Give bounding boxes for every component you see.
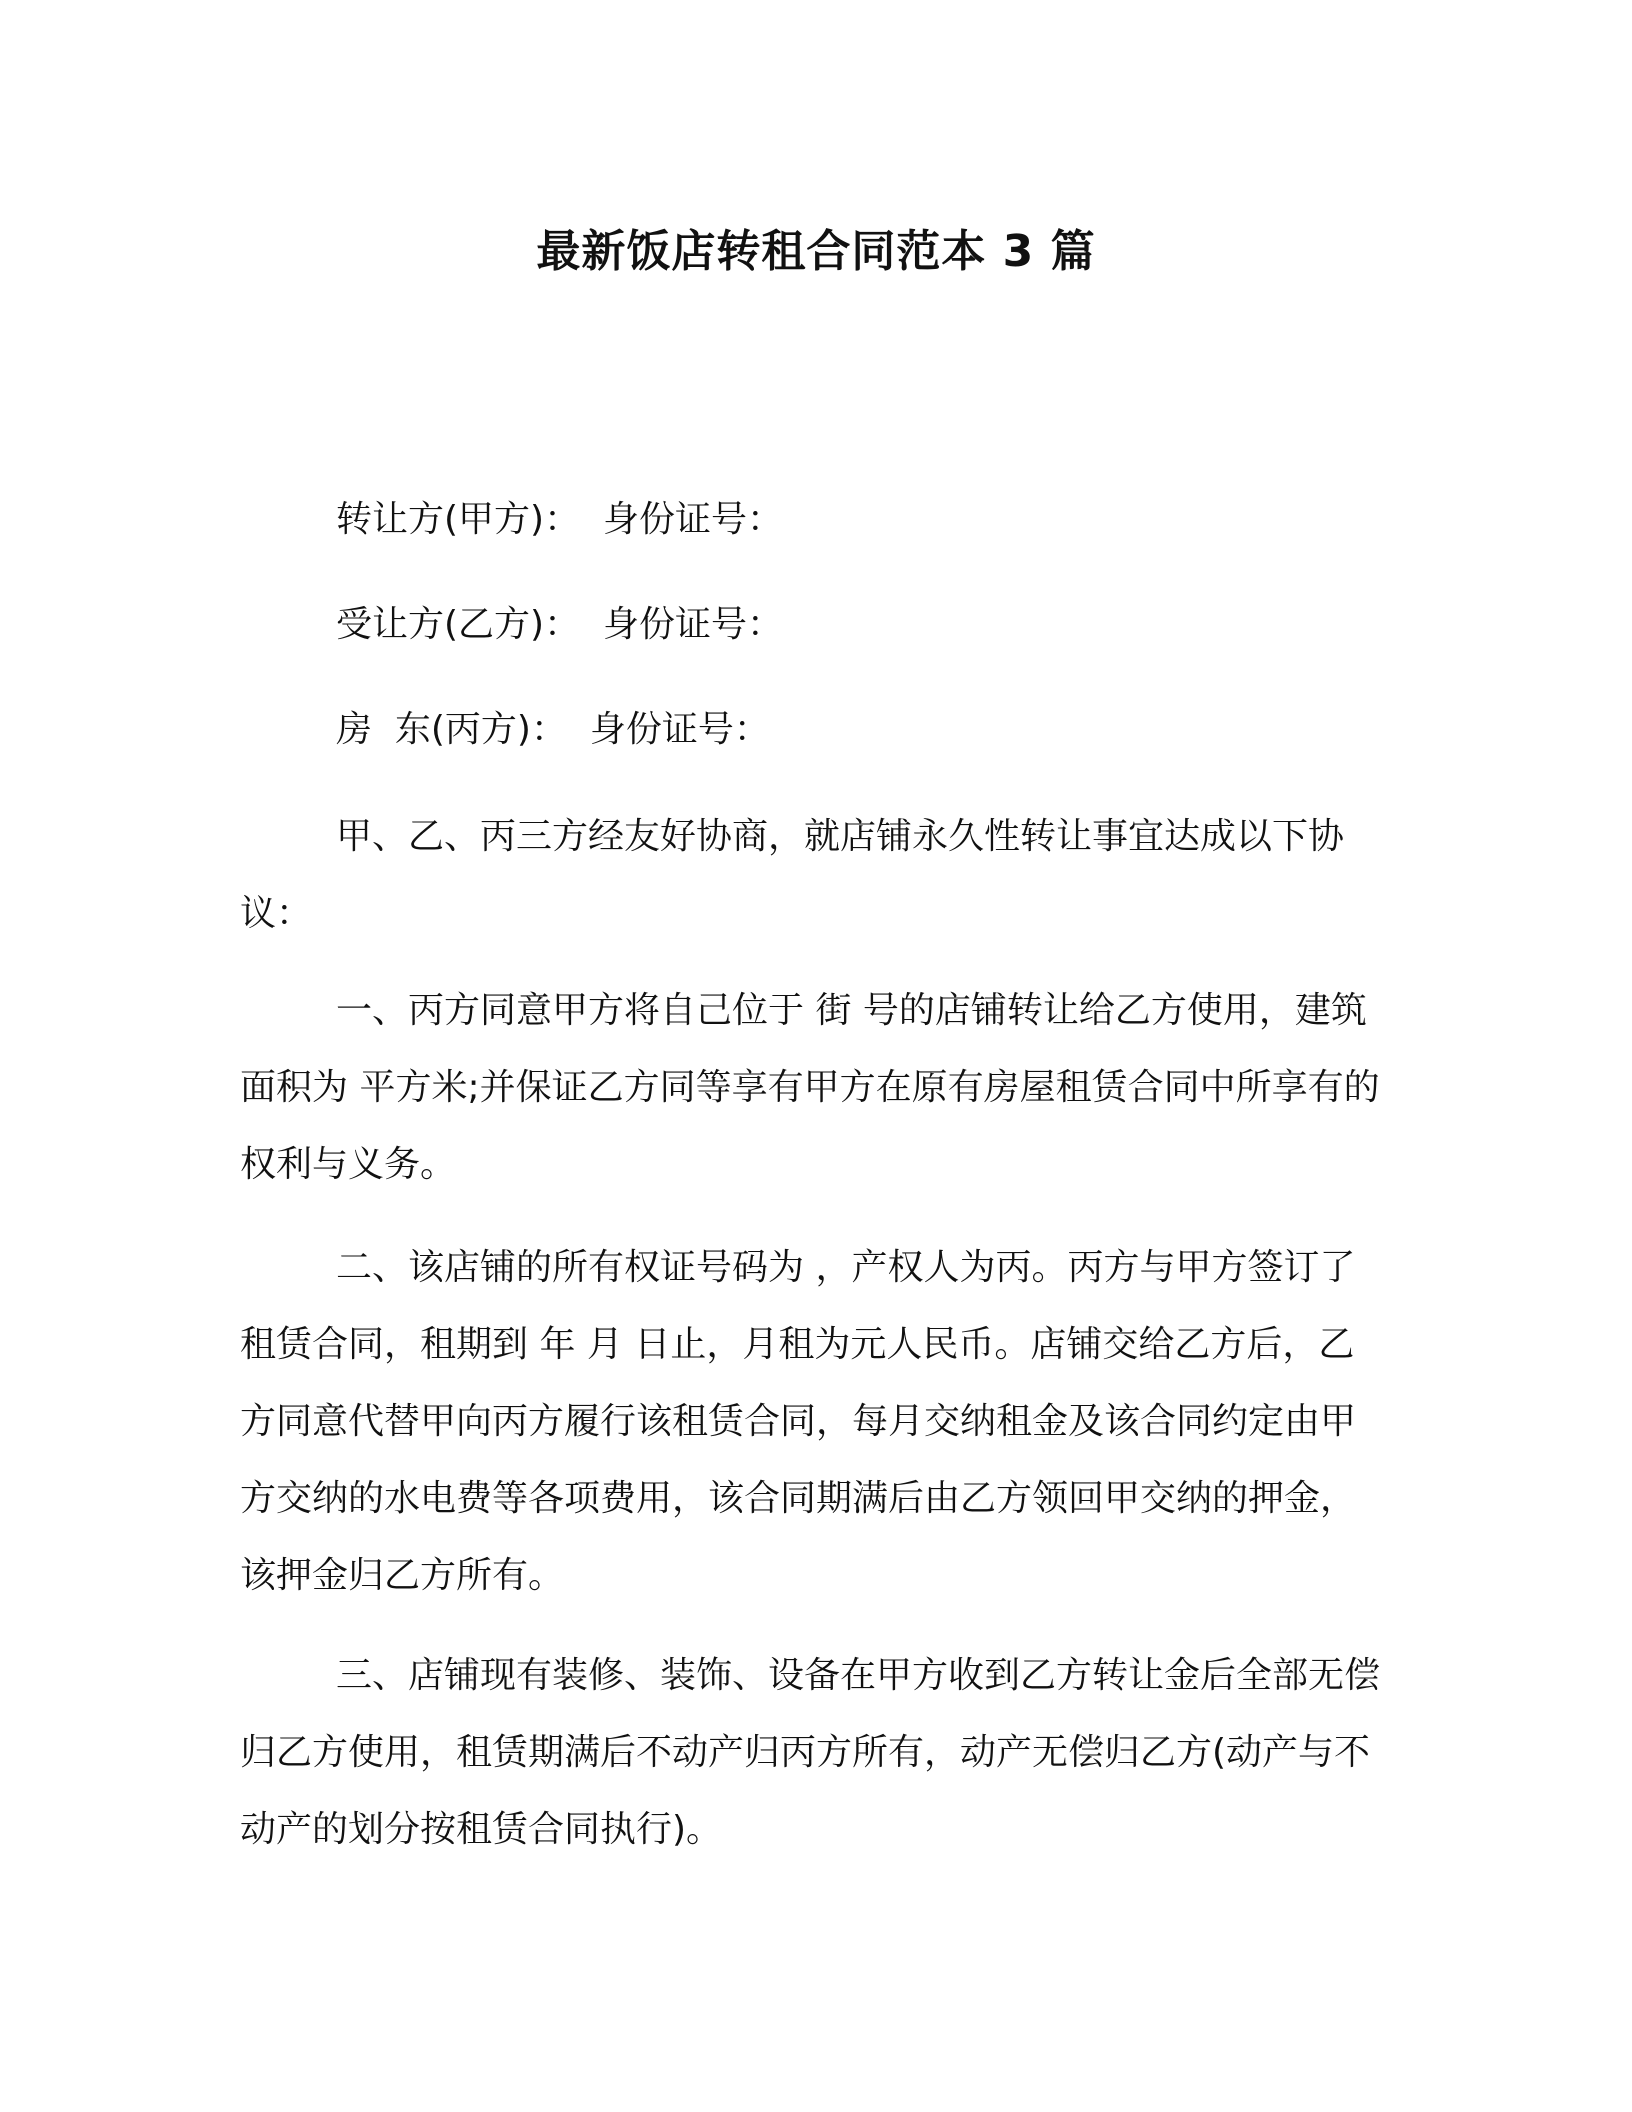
clause-3-paragraph: 三、店铺现有装修、装饰、设备在甲方收到乙方转让金后全部无偿归乙方使用，租赁期满后不动产归丙方所有，动产无偿归乙方(动产与不动产的划分按租赁合同执行)。 [240,1655,1381,1850]
clause-1-paragraph: 一、丙方同意甲方将自己位于 街 号的店铺转让给乙方使用，建筑面积为 平方米;并保证乙方同等享有甲方在原有房屋租赁合同中所享有的权利与义务。 [240,990,1380,1185]
party-landlord-line: 房 东(丙方)： 身份证号： [336,709,770,750]
clause-2-paragraph: 二、该店铺的所有权证号码为 ，产权人为丙。丙方与甲方签订了租赁合同，租期到 年 月 日止，月租为元人民币。店铺交给乙方后，乙方同意代替甲向丙方履行该租赁合同，每月交纳租金及该合同约定由甲方交纳的水电费等各项费用，该合同期满后由乙方领回甲交纳的押金，该押金归乙方所有。 [240,1247,1357,1596]
intro-paragraph: 甲、乙、丙三方经友好协商，就店铺永久性转让事宜达成以下协议： [240,816,1345,934]
party-transferee-line: 受让方(乙方)： 身份证号： [336,604,783,645]
party-transferor-line: 转让方(甲方)： 身份证号： [336,499,783,540]
document-title: 最新饭店转租合同范本 3 篇 [536,226,1096,277]
